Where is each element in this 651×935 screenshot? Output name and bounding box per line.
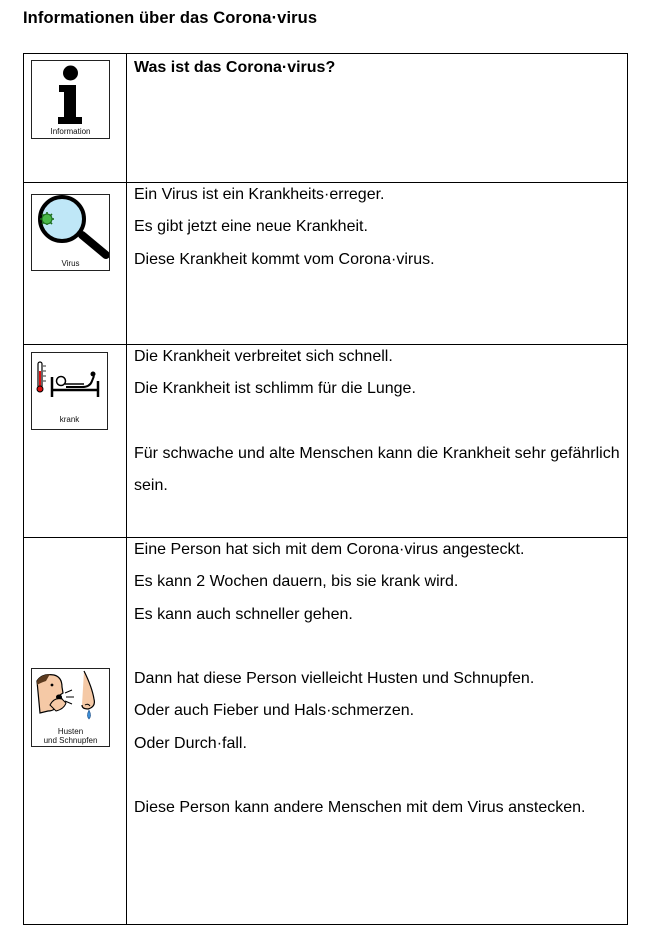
blank-line: [134, 631, 621, 663]
husten-caption-line1: Husten: [57, 727, 84, 736]
blank-line: [134, 406, 621, 438]
text-line: Die Krankheit verbreitet sich schnell.: [134, 348, 393, 365]
cough-cold-icon: [31, 668, 110, 747]
icon-cell: [24, 538, 127, 925]
icon-cell: [24, 183, 127, 345]
text-line: Ein Virus ist ein Krankheits·erreger.: [134, 186, 385, 203]
table-row: [24, 54, 628, 183]
text-cell: [127, 538, 628, 925]
virus-caption: Virus: [61, 259, 80, 268]
text-line: Diese Person kann andere Menschen mit dem Virus anstecken.: [134, 799, 586, 817]
text-line: Dann hat diese Person vielleicht Husten und Schnupfen.: [134, 670, 535, 688]
husten-caption-line2: und Schnupfen: [43, 736, 98, 745]
icon-cell: [24, 345, 127, 538]
row-heading: Was ist das Corona·virus?: [134, 59, 336, 76]
icon-cell: [24, 54, 127, 183]
virus-magnifier-icon: [31, 194, 110, 271]
krank-caption: krank: [59, 415, 80, 424]
text-line: Es kann auch schneller gehen.: [134, 605, 353, 623]
table-row: [24, 345, 628, 538]
sick-in-bed-icon: [31, 352, 108, 430]
information-icon: [31, 60, 110, 139]
text-cell: [127, 183, 628, 345]
information-caption: Information: [50, 127, 91, 136]
text-line: Oder auch Fieber und Hals·schmerzen.: [134, 702, 415, 720]
text-line: Es kann 2 Wochen dauern, bis sie krank wird.: [134, 573, 459, 591]
text-cell: [127, 54, 628, 183]
table-row: [24, 538, 628, 925]
info-table: [23, 53, 628, 925]
text-line: Für schwache und alte Menschen kann die Krankheit sehr gefährlich sein.: [134, 444, 620, 495]
page-title: Informationen über das Corona·virus: [23, 9, 318, 27]
text-line: Diese Krankheit kommt vom Corona·virus.: [134, 250, 435, 268]
text-cell: [127, 345, 628, 538]
text-line: Eine Person hat sich mit dem Corona·virus angesteckt.: [134, 541, 525, 558]
table-row: [24, 183, 628, 345]
text-line: Die Krankheit ist schlimm für die Lunge.: [134, 380, 416, 398]
text-line: Oder Durch·fall.: [134, 734, 247, 752]
blank-line: [134, 760, 621, 792]
text-line: Es gibt jetzt eine neue Krankheit.: [134, 218, 368, 236]
